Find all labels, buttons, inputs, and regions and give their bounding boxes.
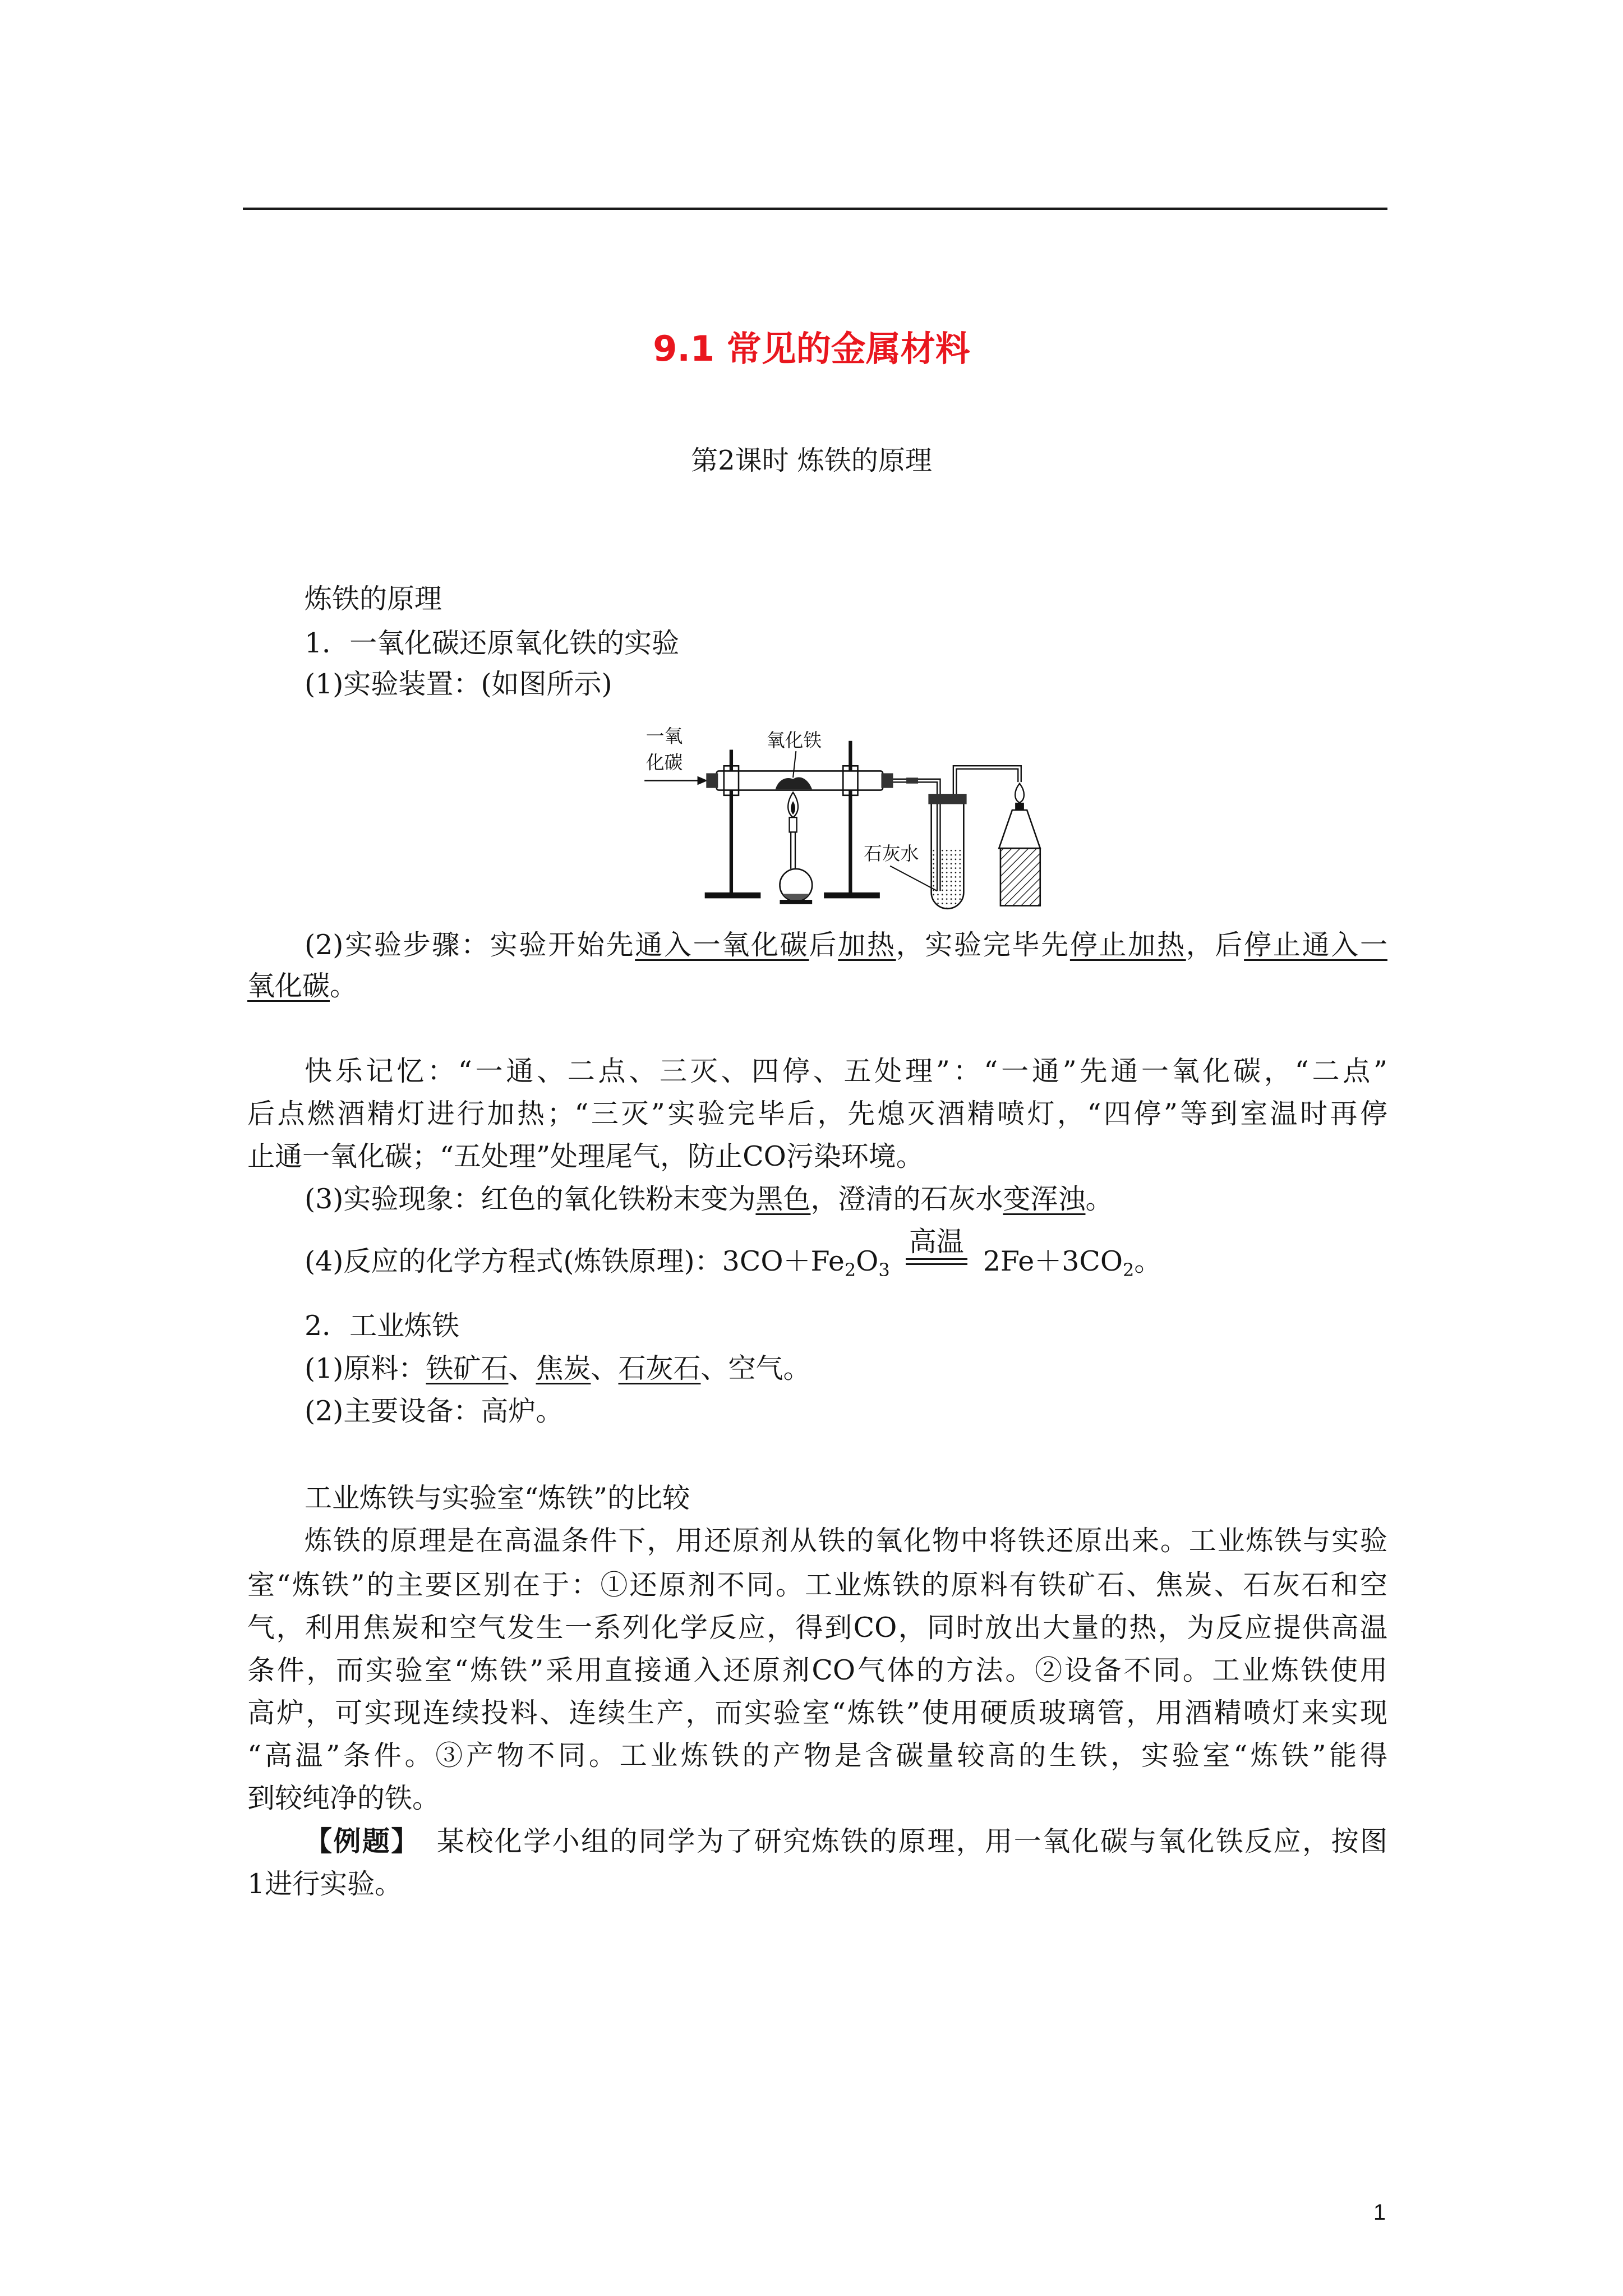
comparison-line-4: 条件，而实验室“炼铁”采用直接通入还原剂CO气体的方法。②设备不同。工业炼铁使用 — [247, 1654, 1387, 1686]
memory-tip-line-3: 止通一氧化碳；“五处理”处理尾气，防止CO污染环境。 — [247, 1140, 924, 1172]
phenomenon-text: (3)实验现象：红色的氧化铁粉末变为 — [305, 1183, 756, 1215]
comparison-line-3: 气，利用焦炭和空气发生一系列化学反应，得到CO，同时放出大量的热，为反应提供高温 — [247, 1612, 1387, 1644]
lamp-flame-icon — [1015, 784, 1024, 803]
right-tube-stopper — [881, 773, 893, 788]
limewater-label: 石灰水 — [863, 843, 919, 865]
comparison-line-7: 到较纯净的铁。 — [247, 1782, 440, 1814]
comparison-line-2: 室“炼铁”的主要区别在于：①还原剂不同。工业炼铁的原料有铁矿石、焦炭、石灰石和空 — [247, 1569, 1387, 1601]
reaction-condition: 高温 — [909, 1226, 964, 1258]
steps-line-1 — [305, 924, 1387, 967]
materials-answer: 焦炭 — [536, 1352, 591, 1384]
apparatus-caption: (1)实验装置：(如图所示) — [305, 668, 612, 700]
steps-answer: 通入一氧化碳 — [635, 929, 809, 961]
lab-experiment-title: 1．一氧化碳还原氧化铁的实验 — [305, 627, 680, 659]
steps-text: ，后 — [1186, 929, 1244, 961]
limewater-leader-line — [890, 866, 937, 891]
apparatus-figure — [640, 720, 1052, 912]
lesson-subtitle: 第2课时 炼铁的原理 — [691, 445, 932, 476]
materials-text: 、空气。 — [700, 1352, 811, 1384]
co-inflow-arrow-icon — [644, 776, 708, 785]
header-rule — [243, 208, 1387, 210]
equipment-line: (2)主要设备：高炉。 — [305, 1395, 564, 1427]
equation-prefix: (4)反应的化学方程式(炼铁原理)： — [305, 1245, 722, 1277]
steps-text: (2)实验步骤：实验开始先 — [305, 929, 635, 961]
steps-answer: 停止加热 — [1069, 929, 1186, 961]
lamp-base-block — [1000, 848, 1040, 905]
steps-text: 。 — [330, 970, 358, 1002]
equation-end: 。 — [1134, 1245, 1162, 1277]
comparison-heading: 工业炼铁与实验室“炼铁”的比较 — [305, 1482, 690, 1514]
middle-ring-stand — [824, 741, 880, 899]
equation-reactants: $3CO+Fe_2O_3$ — [722, 1245, 890, 1281]
phenomenon-line — [305, 1178, 1387, 1221]
steps-text: 后 — [809, 929, 838, 961]
reaction-equals-sign — [906, 1226, 967, 1265]
industry-title: 2．工业炼铁 — [305, 1310, 460, 1342]
co-label-line1: 一氧 — [645, 725, 683, 747]
materials-answer: 铁矿石 — [426, 1352, 509, 1384]
test-tube-stopper — [928, 794, 966, 804]
materials-answer: 石灰石 — [618, 1352, 701, 1384]
equation-products: $2Fe+3CO_2$ — [983, 1245, 1135, 1281]
lamp-wick-holder — [1015, 803, 1024, 810]
phenomenon-answer: 变浑浊 — [1003, 1183, 1086, 1215]
steps-answer: 氧化碳 — [247, 970, 330, 1002]
memory-tip-line-2: 后点燃酒精灯进行加热；“三灭”实验完毕后，先熄灭酒精喷灯，“四停”等到室温时再停 — [247, 1098, 1387, 1130]
equation-line — [305, 1226, 1387, 1283]
materials-text: 、 — [508, 1352, 536, 1384]
left-tube-stopper — [706, 773, 718, 788]
example-line-2: 1进行实验。 — [247, 1868, 403, 1900]
alcohol-blowtorch — [780, 817, 812, 904]
comparison-line-6: “高温”条件。③产物不同。工业炼铁的产物是含碳量较高的生铁，实验室“炼铁”能得 — [247, 1740, 1387, 1772]
steps-answer: 停止通入一 — [1244, 929, 1387, 961]
page-title: 9.1 常见的金属材料 — [653, 328, 970, 369]
comparison-line-5: 高炉，可实现连续投料、连续生产，而实验室“炼铁”使用硬质玻璃管，用酒精喷灯来实现 — [247, 1697, 1387, 1729]
co-label-line2: 化碳 — [645, 752, 683, 774]
example-tag: 【例题】 — [305, 1825, 420, 1857]
iron-oxide-label: 氧化铁 — [766, 730, 822, 752]
materials-text: (1)原料： — [305, 1352, 426, 1384]
phenomenon-text: ，澄清的石灰水 — [810, 1183, 1003, 1215]
example-text: 某校化学小组的同学为了研究炼铁的原理，用一氧化碳与氧化铁反应，按图 — [436, 1825, 1387, 1857]
example-line-1 — [305, 1820, 1387, 1862]
steps-answer: 加热 — [838, 929, 896, 961]
phenomenon-answer: 黑色 — [755, 1183, 811, 1215]
section-heading-principle: 炼铁的原理 — [305, 583, 442, 615]
memory-tip-line-1: 快乐记忆：“一通、二点、三灭、四停、五处理”：“一通”先通一氧化碳，“二点” — [305, 1055, 1387, 1087]
exhaust-tube — [955, 767, 1020, 797]
steps-text: ，实验完毕先 — [896, 929, 1070, 961]
materials-line — [305, 1347, 1387, 1390]
alcohol-lamp — [999, 810, 1040, 848]
comparison-line-1: 炼铁的原理是在高温条件下，用还原剂从铁的氧化物中将铁还原出来。工业炼铁与实验 — [305, 1525, 1387, 1557]
phenomenon-text: 。 — [1085, 1183, 1113, 1215]
materials-text: 、 — [591, 1352, 619, 1384]
steps-line-2 — [247, 965, 1387, 1007]
page-number: 1 — [1373, 2200, 1386, 2225]
